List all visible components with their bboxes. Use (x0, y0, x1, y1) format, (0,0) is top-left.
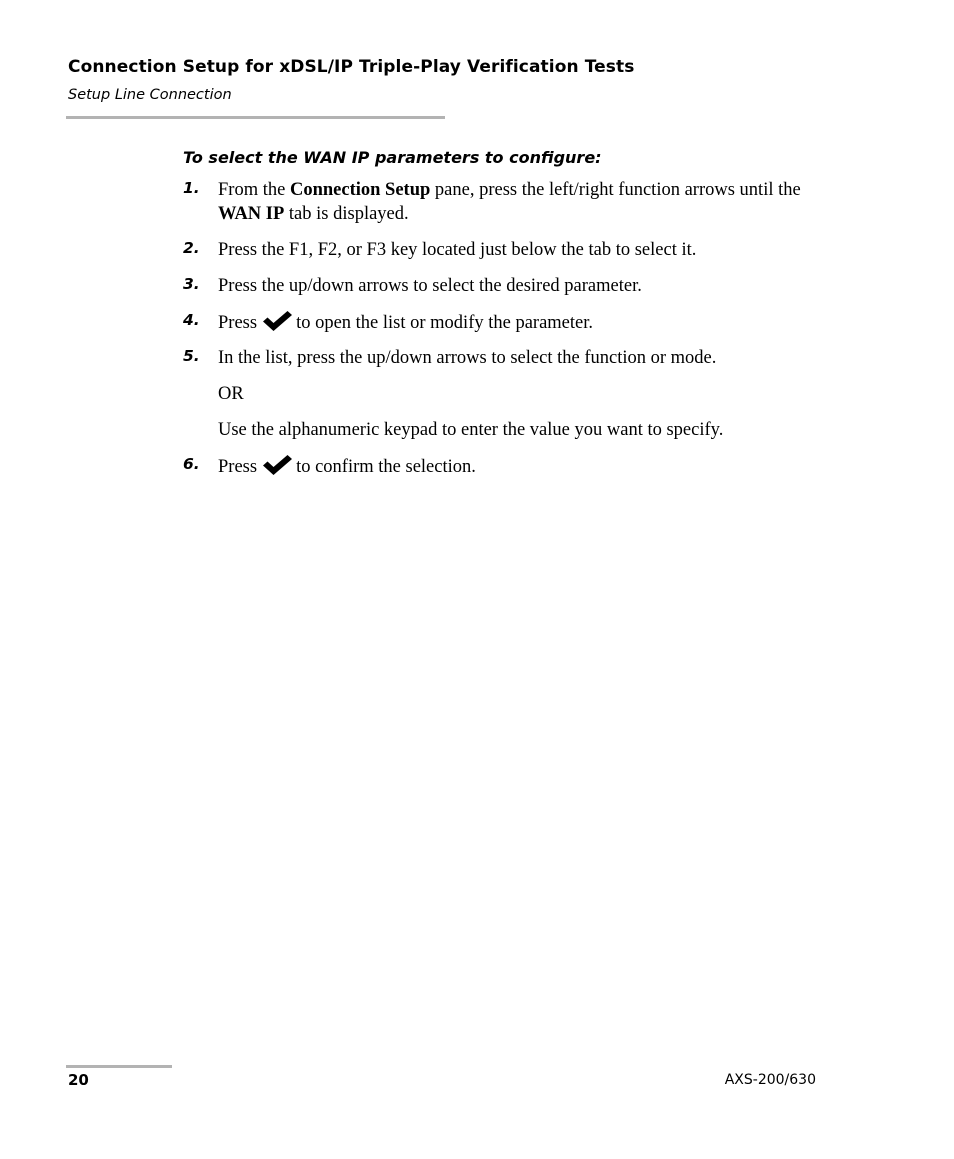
checkmark-icon (261, 310, 294, 332)
header-divider (66, 116, 445, 119)
step-5-or: OR (218, 384, 244, 404)
step-text: Press the F1, F2, or F3 key located just below the tab to select it. (218, 240, 697, 260)
step-text-part: tab is displayed. (284, 204, 409, 224)
step-text (218, 178, 823, 226)
product-name: AXS-200/630 (724, 1072, 816, 1088)
step-number: 3. (183, 275, 200, 293)
procedure-heading: To select the WAN IP parameters to configure: (183, 148, 602, 167)
checkmark-icon (261, 454, 294, 476)
step-text-part: to open the list or modify the parameter. (296, 313, 594, 333)
step-text-part: From the (218, 180, 290, 200)
step-number: 2. (183, 239, 200, 257)
ui-term-wan-ip: WAN IP (218, 204, 285, 224)
step-text-part: to confirm the selection. (296, 457, 476, 477)
step-text-part: Press (218, 457, 258, 477)
step-number: 5. (183, 347, 200, 365)
step-number: 1. (183, 179, 200, 197)
step-text-part: pane, press the left/right function arrows until the (430, 180, 801, 200)
step-number: 4. (183, 311, 200, 329)
step-text: In the list, press the up/down arrows to select the function or mode. (218, 348, 717, 368)
step-text (218, 310, 823, 335)
chapter-title: Connection Setup for xDSL/IP Triple-Play Verification Tests (68, 57, 635, 77)
ui-term-connection-setup: Connection Setup (289, 180, 431, 200)
section-subtitle: Setup Line Connection (68, 87, 232, 103)
step-text: Press the up/down arrows to select the desired parameter. (218, 276, 642, 296)
step-text (218, 454, 823, 479)
step-text-part: Press (218, 313, 258, 333)
step-number: 6. (183, 455, 200, 473)
page-number: 20 (68, 1071, 89, 1089)
step-5-alternative: Use the alphanumeric keypad to enter the value you want to specify. (218, 420, 724, 440)
footer-divider (66, 1065, 172, 1068)
